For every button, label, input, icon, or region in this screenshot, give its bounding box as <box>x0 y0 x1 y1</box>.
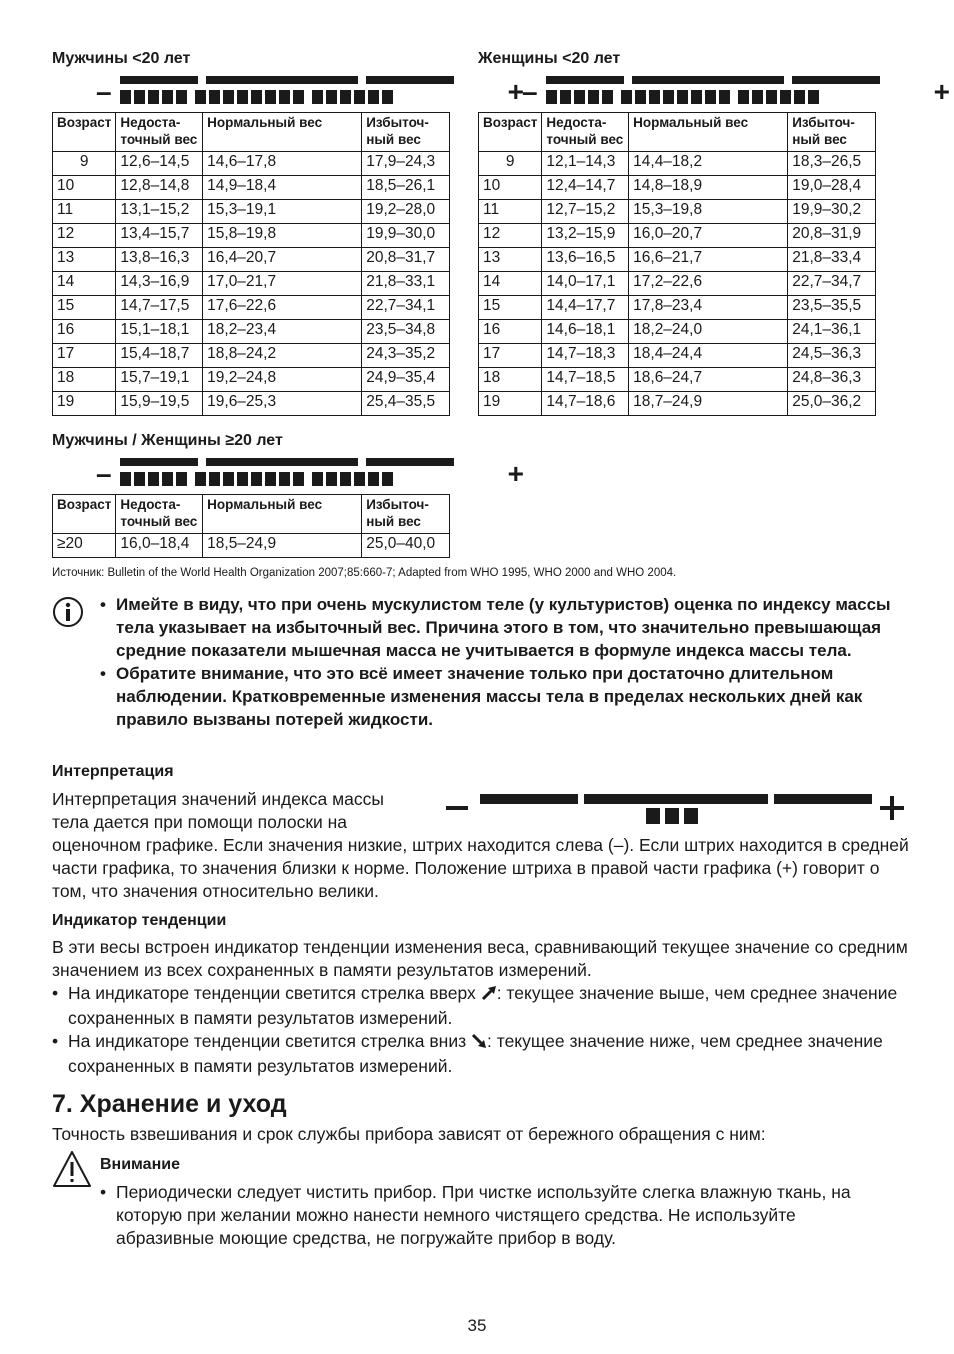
cell-underweight: 12,4–14,7 <box>542 176 629 200</box>
trend-title: Индикатор тенденции <box>52 912 227 929</box>
cell-overweight: 19,9–30,2 <box>788 200 876 224</box>
cell-normal: 17,0–21,7 <box>203 272 362 296</box>
cell-underweight: 14,7–17,5 <box>116 296 203 320</box>
cell-normal: 19,2–24,8 <box>203 368 362 392</box>
source-note: Источник: Bulletin of the World Health Organization 2007;85:660-7; Adapted from WHO 1995, WHO 2000 and WHO 2004. <box>52 567 677 579</box>
cell-overweight: 21,8–33,1 <box>362 272 450 296</box>
cell-overweight: 21,8–33,4 <box>788 248 876 272</box>
trend-down-item: • На индикаторе тенденции светится стрелка вниз : текущее значение ниже, чем среднее значение сохраненных в памяти результатов измерений. <box>52 1030 912 1078</box>
table-row <box>479 296 876 320</box>
cell-age: 11 <box>53 200 116 224</box>
cell-normal: 16,6–21,7 <box>629 248 788 272</box>
scale-plus-sign <box>880 796 904 820</box>
table-row <box>479 368 876 392</box>
table-row <box>53 248 450 272</box>
cell-normal: 18,8–24,2 <box>203 344 362 368</box>
cell-age: 13 <box>479 248 542 272</box>
table-row <box>53 176 450 200</box>
cell-normal: 17,6–22,6 <box>203 296 362 320</box>
header-underweight: Недоста- точный вес <box>116 495 203 534</box>
scale-minus: – <box>522 76 538 107</box>
header-normal: Нормальный вес <box>629 113 788 152</box>
cell-normal: 18,4–24,4 <box>629 344 788 368</box>
cell-overweight: 18,3–26,5 <box>788 152 876 176</box>
page-number: 35 <box>467 1316 487 1335</box>
cell-underweight: 14,3–16,9 <box>116 272 203 296</box>
cell-overweight: 24,1–36,1 <box>788 320 876 344</box>
scale-plus: + <box>933 76 950 107</box>
women-under20-scale <box>522 76 950 106</box>
cell-underweight: 13,6–16,5 <box>542 248 629 272</box>
cell-overweight: 19,2–28,0 <box>362 200 450 224</box>
cell-normal: 16,4–20,7 <box>203 248 362 272</box>
info-note-2: • Обратите внимание, что это всё имеет значение только при достаточно длительном наблюдении. Кратковременные изменения массы тела в пределах нескольких дней как правило вызваны потерей жидкости. <box>100 662 900 731</box>
cell-age: 17 <box>53 344 116 368</box>
table-row <box>479 344 876 368</box>
cell-normal: 18,7–24,9 <box>629 392 788 416</box>
header-overweight: Избыточ- ный вес <box>362 113 450 152</box>
cell-underweight: 16,0–18,4 <box>116 534 203 558</box>
cell-normal: 14,4–18,2 <box>629 152 788 176</box>
cell-normal: 14,9–18,4 <box>203 176 362 200</box>
header-normal: Нормальный вес <box>203 113 362 152</box>
cell-normal: 15,3–19,1 <box>203 200 362 224</box>
interpretation-scale <box>446 792 906 828</box>
cell-underweight: 15,1–18,1 <box>116 320 203 344</box>
cell-age: 14 <box>479 272 542 296</box>
cell-underweight: 14,7–18,5 <box>542 368 629 392</box>
cell-overweight: 20,8–31,9 <box>788 224 876 248</box>
cell-age: 16 <box>53 320 116 344</box>
cell-overweight: 17,9–24,3 <box>362 152 450 176</box>
table-row <box>53 296 450 320</box>
cell-overweight: 24,8–36,3 <box>788 368 876 392</box>
warning-list <box>100 1181 890 1250</box>
cell-normal: 18,2–24,0 <box>629 320 788 344</box>
scale-minus: – <box>96 76 112 107</box>
cell-underweight: 12,8–14,8 <box>116 176 203 200</box>
cell-age: 11 <box>479 200 542 224</box>
trend-intro: В эти весы встроен индикатор тенденции изменения веса, сравнивающий текущее значение со средним значением из всех сохраненных в памяти результатов измерений. <box>52 937 908 980</box>
cell-age: 9 <box>479 152 542 176</box>
cell-age: 16 <box>479 320 542 344</box>
cell-normal: 14,8–18,9 <box>629 176 788 200</box>
cell-underweight: 13,2–15,9 <box>542 224 629 248</box>
cell-overweight: 25,0–36,2 <box>788 392 876 416</box>
cell-age: 14 <box>53 272 116 296</box>
cell-underweight: 15,9–19,5 <box>116 392 203 416</box>
cell-age: 19 <box>53 392 116 416</box>
table-row <box>53 320 450 344</box>
table-row <box>53 152 450 176</box>
cell-overweight: 20,8–31,7 <box>362 248 450 272</box>
adults-scale <box>96 458 524 488</box>
info-note-1: • Имейте в виду, что при очень мускулистом теле (у культуристов) оценка по индексу массы тела указывает на избыточный вес. Причина этого в том, что значительно превышающая средние показатели мышечная масса не учитывается в формуле индекса массы тела. <box>100 593 900 662</box>
cell-underweight: 14,6–18,1 <box>542 320 629 344</box>
table-row <box>53 272 450 296</box>
table-row <box>479 152 876 176</box>
header-age: Возраст <box>479 113 542 152</box>
cell-underweight: 13,8–16,3 <box>116 248 203 272</box>
trend-up-item: • На индикаторе тенденции светится стрелка вверх : текущее значение выше, чем среднее значение сохраненных в памяти результатов измерений. <box>52 982 912 1030</box>
cell-underweight: 14,7–18,6 <box>542 392 629 416</box>
cell-underweight: 13,1–15,2 <box>116 200 203 224</box>
cell-overweight: 23,5–35,5 <box>788 296 876 320</box>
trend-bullets <box>52 982 912 1078</box>
women-under20-title: Женщины <20 лет <box>478 50 621 67</box>
cell-normal: 14,6–17,8 <box>203 152 362 176</box>
cell-overweight: 22,7–34,1 <box>362 296 450 320</box>
cell-underweight: 12,7–15,2 <box>542 200 629 224</box>
cell-overweight: 23,5–34,8 <box>362 320 450 344</box>
cell-age: 12 <box>479 224 542 248</box>
header-age: Возраст <box>53 495 116 534</box>
header-normal: Нормальный вес <box>203 495 362 534</box>
cell-underweight: 15,7–19,1 <box>116 368 203 392</box>
cell-underweight: 14,0–17,1 <box>542 272 629 296</box>
cell-overweight: 25,0–40,0 <box>362 534 450 558</box>
table-row <box>53 200 450 224</box>
info-notes <box>100 593 900 731</box>
header-underweight: Недоста- точный вес <box>116 113 203 152</box>
interpretation-title: Интерпретация <box>52 763 174 780</box>
cell-overweight: 22,7–34,7 <box>788 272 876 296</box>
cell-underweight: 12,6–14,5 <box>116 152 203 176</box>
cell-normal: 18,5–24,9 <box>203 534 362 558</box>
scale-minus: – <box>96 458 112 489</box>
header-age: Возраст <box>53 113 116 152</box>
warning-text: • Периодически следует чистить прибор. При чистке используйте слегка влажную ткань, на которую при желании можно нанести немного чистящего средства. Не используйте абразивные моющие средства, не погружайте прибор в воду. <box>100 1181 890 1250</box>
table-row <box>479 224 876 248</box>
cell-overweight: 19,0–28,4 <box>788 176 876 200</box>
cell-underweight: 14,7–18,3 <box>542 344 629 368</box>
cell-age: 18 <box>479 368 542 392</box>
cell-age: 13 <box>53 248 116 272</box>
header-overweight: Избыточ- ный вес <box>788 113 876 152</box>
men-under20-title: Мужчины <20 лет <box>52 50 191 67</box>
cell-underweight: 12,1–14,3 <box>542 152 629 176</box>
cell-overweight: 24,9–35,4 <box>362 368 450 392</box>
warning-title: Внимание <box>100 1156 180 1173</box>
table-row <box>479 392 876 416</box>
table-row <box>53 224 450 248</box>
table-row <box>53 534 450 558</box>
cell-normal: 16,0–20,7 <box>629 224 788 248</box>
cell-normal: 18,6–24,7 <box>629 368 788 392</box>
interpretation-text-top: Интерпретация значений индекса массы тела дается при помощи полоски на <box>52 789 384 832</box>
cell-age: 15 <box>53 296 116 320</box>
men-under20-scale <box>96 76 524 106</box>
adults-title: Мужчины / Женщины ≥20 лет <box>52 432 283 449</box>
cell-overweight: 19,9–30,0 <box>362 224 450 248</box>
cell-age: 10 <box>479 176 542 200</box>
table-row <box>479 176 876 200</box>
scale-minus-sign <box>446 806 468 810</box>
arrow-up-icon <box>481 984 497 1007</box>
cell-age: 19 <box>479 392 542 416</box>
cell-underweight: 15,4–18,7 <box>116 344 203 368</box>
scale-plus: + <box>507 76 524 107</box>
interpretation-text-rest: оценочном графике. Если значения низкие, штрих находится слева (–). Если штрих находится в средней части графика, то значения близки к норме. Положение штриха в правой части графика (+) говорит о том, что значения относительно велики. <box>52 835 909 901</box>
cell-age: 15 <box>479 296 542 320</box>
storage-intro: Точность взвешивания и срок службы прибора зависят от бережного обращения с ним: <box>52 1124 766 1144</box>
cell-normal: 15,8–19,8 <box>203 224 362 248</box>
adults-table <box>52 494 450 558</box>
table-row <box>479 320 876 344</box>
table-row <box>479 248 876 272</box>
cell-age: 9 <box>53 152 116 176</box>
cell-overweight: 24,5–36,3 <box>788 344 876 368</box>
info-icon <box>52 596 84 633</box>
cell-normal: 19,6–25,3 <box>203 392 362 416</box>
cell-age: 10 <box>53 176 116 200</box>
men-under20-table <box>52 112 450 416</box>
table-row <box>479 272 876 296</box>
cell-age: 18 <box>53 368 116 392</box>
cell-underweight: 13,4–15,7 <box>116 224 203 248</box>
table-row <box>53 392 450 416</box>
women-under20-table <box>478 112 876 416</box>
table-row <box>53 344 450 368</box>
warning-icon <box>52 1150 92 1193</box>
scale-plus: + <box>507 458 524 489</box>
cell-age: 12 <box>53 224 116 248</box>
cell-normal: 17,8–23,4 <box>629 296 788 320</box>
header-underweight: Недоста- точный вес <box>542 113 629 152</box>
arrow-down-icon <box>471 1032 487 1055</box>
cell-overweight: 18,5–26,1 <box>362 176 450 200</box>
cell-age: 17 <box>479 344 542 368</box>
storage-heading: 7. Хранение и уход <box>52 1090 287 1118</box>
cell-overweight: 24,3–35,2 <box>362 344 450 368</box>
cell-normal: 17,2–22,6 <box>629 272 788 296</box>
table-row <box>479 200 876 224</box>
cell-normal: 18,2–23,4 <box>203 320 362 344</box>
cell-age: ≥20 <box>53 534 116 558</box>
cell-underweight: 14,4–17,7 <box>542 296 629 320</box>
header-overweight: Избыточ- ный вес <box>362 495 450 534</box>
table-row <box>53 368 450 392</box>
cell-overweight: 25,4–35,5 <box>362 392 450 416</box>
cell-normal: 15,3–19,8 <box>629 200 788 224</box>
